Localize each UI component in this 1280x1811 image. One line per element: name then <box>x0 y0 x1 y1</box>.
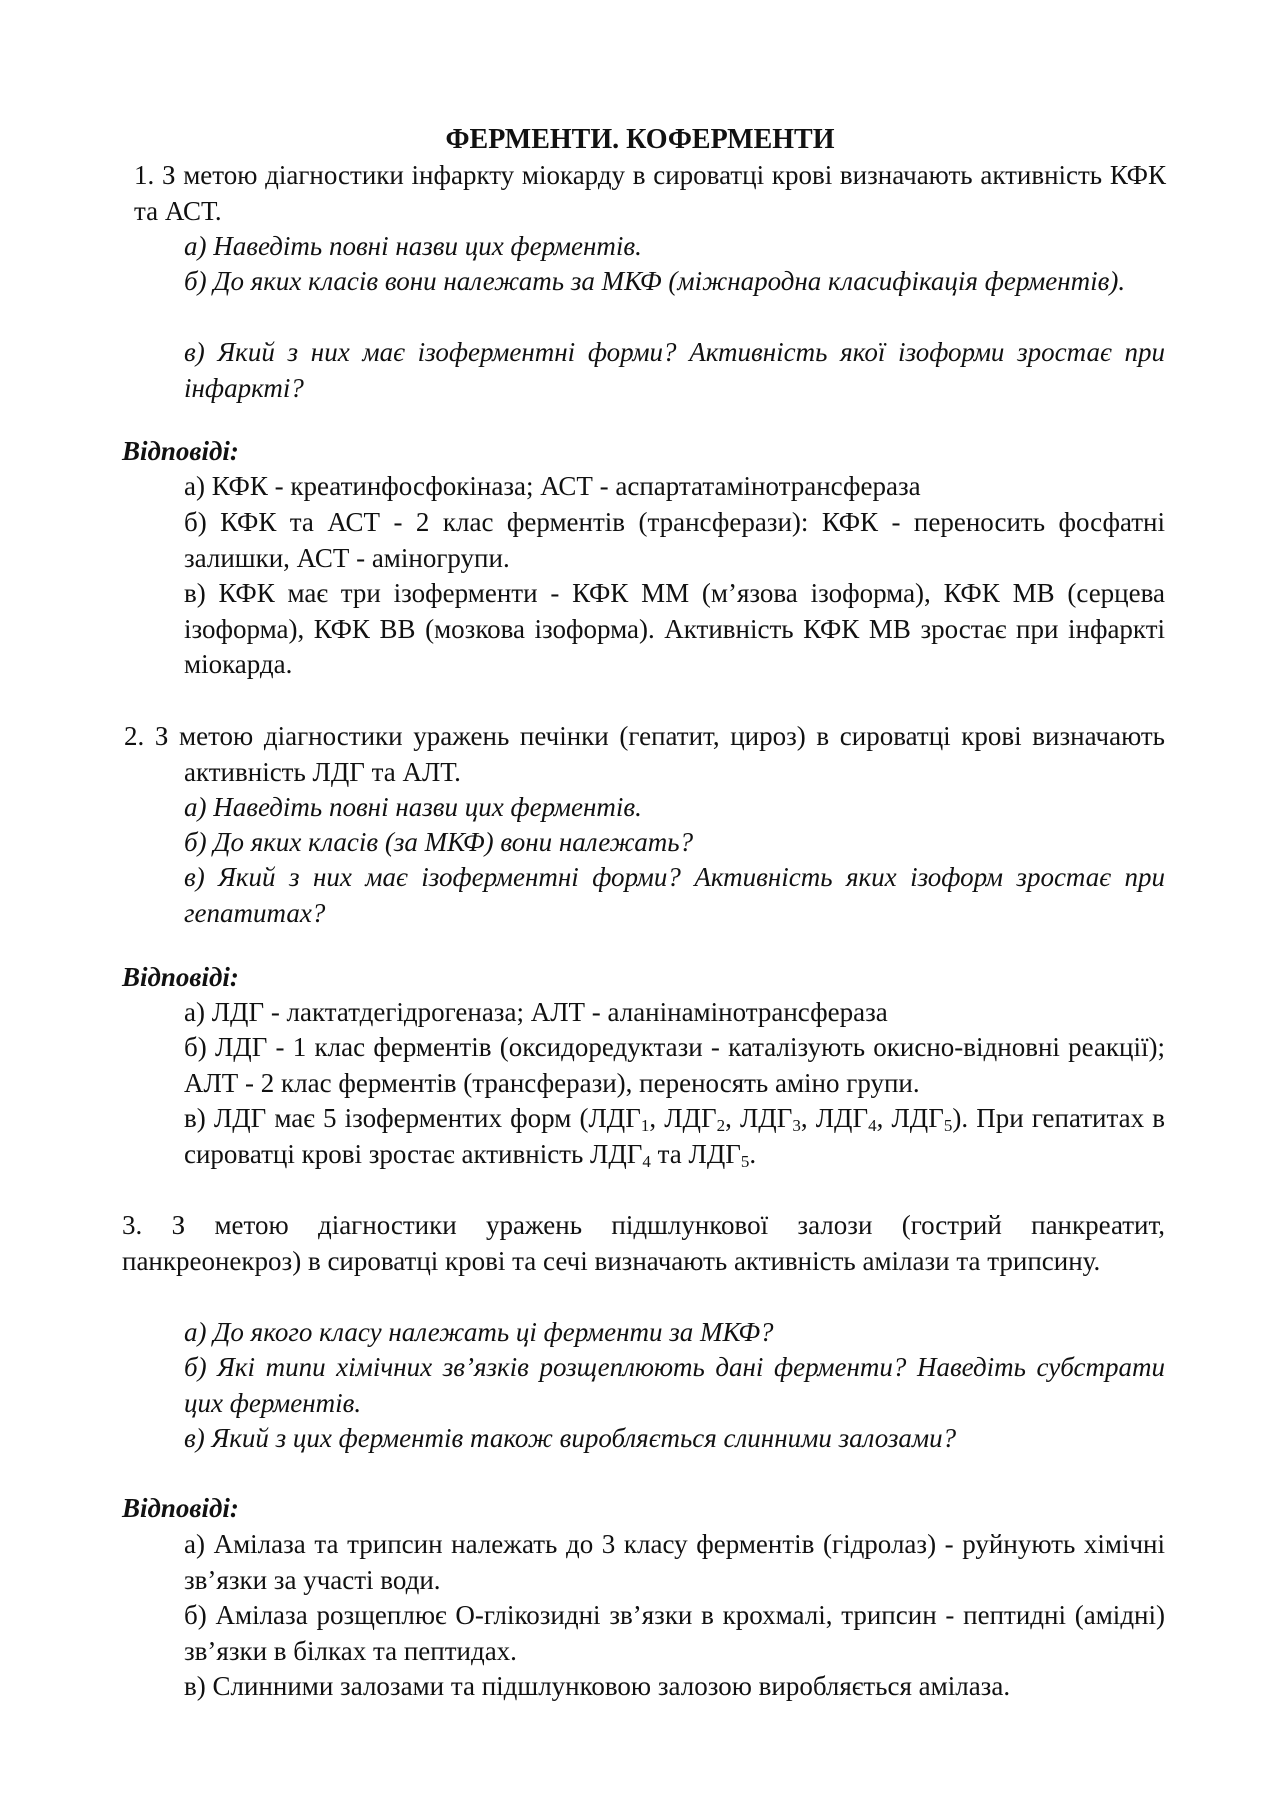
q3-answer-b: б) Амілаза розщеплює О-глікозидні зв’язки в крохмалі, трипсин - пептидні (амідні) зв’язки в білках та пептидах. <box>184 1600 1165 1666</box>
q1-answer-c: в) КФК має три ізоферменти - КФК ММ (м’язова ізоформа), КФК МВ (серцева ізоформа), КФК ВВ (мозкова ізоформа). Активність КФК МВ зростає при інфаркті міокарда. <box>184 578 1165 679</box>
q3-question: 3. З метою діагностики уражень підшлункової залози (гострий панкреатит, панкреонекроз) в сироватці крові та сечі визначають активність амілази та трипсину. <box>122 1210 1165 1276</box>
q2-sub-c: в) Який з них має ізоферментні форми? Активність яких ізоформ зростає при гепатитах? <box>184 862 1165 928</box>
ldg-iso-4-rise: $ЛДГ_4$ <box>590 1138 651 1171</box>
q2-sub-b: б) До яких класів (за МКФ) вони належать? <box>184 827 694 857</box>
q2-answer-c: в) ЛДГ має 5 ізоферментих форм ($ЛДГ_1$, $ЛДГ_2$, $ЛДГ_3$, $ЛДГ_4$, $ЛДГ_5$). При гепатитах в сироватці крові зростає активність $ЛДГ_4$ та $ЛДГ_5$. <box>184 1103 1166 1171</box>
q1-sub-a: а) Наведіть повні назви цих ферментів. <box>184 231 642 261</box>
q1-answers-heading: Відповіді: <box>122 436 239 466</box>
page-title: ФЕРМЕНТИ. КОФЕРМЕНТИ <box>445 124 835 155</box>
q2-answer-b: б) ЛДГ - 1 клас ферментів (оксидоредуктази - каталізують окисно-відновні реакції); АЛТ - 2 клас ферментів (трансферази), переносять аміно групи. <box>184 1032 1165 1098</box>
q1-sub-b: б) До яких класів вони належать за МКФ (міжнародна класифікація ферментів). <box>184 266 1126 296</box>
ldg-iso-2: $ЛДГ_2$ <box>664 1103 726 1135</box>
q3-answer-a: а) Амілаза та трипсин належать до 3 класу ферментів (гідролаз) - руйнують хімічні зв’язки за участі води. <box>184 1529 1165 1595</box>
q1-answer-a: а) КФК - креатинфосфокіназа; АСТ - аспартатамінотрансфераза <box>184 471 921 501</box>
q2-sub-a: а) Наведіть повні назви цих ферментів. <box>184 792 642 822</box>
q3-sub-b: б) Які типи хімічних зв’язків розщеплюють дані ферменти? Наведіть субстрати цих ферментів. <box>184 1352 1165 1418</box>
q3-sub-a: а) До якого класу належать ці ферменти за МКФ? <box>184 1317 774 1347</box>
q3-answers-heading: Відповіді: <box>122 1493 239 1523</box>
q3-sub-c: в) Який з цих ферментів також виробляється слинними залозами? <box>184 1423 957 1453</box>
ldg-iso-3: $ЛДГ_3$ <box>739 1103 801 1135</box>
q2-answer-c-end: ). При гепатитах в сироватці крові зростає активність <box>184 1103 1166 1169</box>
q1-answer-b: б) КФК та АСТ - 2 клас ферментів (трансферази): КФК - переносить фосфатні залишки, АСТ - аміногрупи. <box>184 507 1165 573</box>
q3-answer-c: в) Слинними залозами та підшлунковою залозою виробляється амілаза. <box>184 1671 1011 1701</box>
q1-sub-c: в) Який з них має ізоферментні форми? Активність якої ізоформи зростає при інфаркті? <box>184 337 1165 403</box>
ldg-iso-4: $ЛДГ_4$ <box>815 1103 877 1135</box>
q2-answer-c-and: та <box>657 1138 682 1169</box>
q2-answer-c-start: в) ЛДГ має 5 ізоферментих форм ( <box>184 1103 589 1133</box>
ldg-iso-1: $ЛДГ_1$ <box>588 1103 650 1135</box>
q2-answers-heading: Відповіді: <box>122 962 239 992</box>
q2-answer-a: а) ЛДГ - лактатдегідрогеназа; АЛТ - аланінамінотрансфераза <box>184 997 888 1027</box>
q1-question: 1. З метою діагностики інфаркту міокарду в сироватці крові визначають активність КФК та АСТ. <box>134 160 1166 226</box>
ldg-iso-5-rise: $ЛДГ_5$ <box>688 1138 750 1171</box>
ldg-iso-5: $ЛДГ_5$ <box>891 1103 953 1135</box>
q2-question: 2. З метою діагностики уражень печінки (гепатит, цироз) в сироватці крові визначають активність ЛДГ та АЛТ. <box>124 721 1165 787</box>
